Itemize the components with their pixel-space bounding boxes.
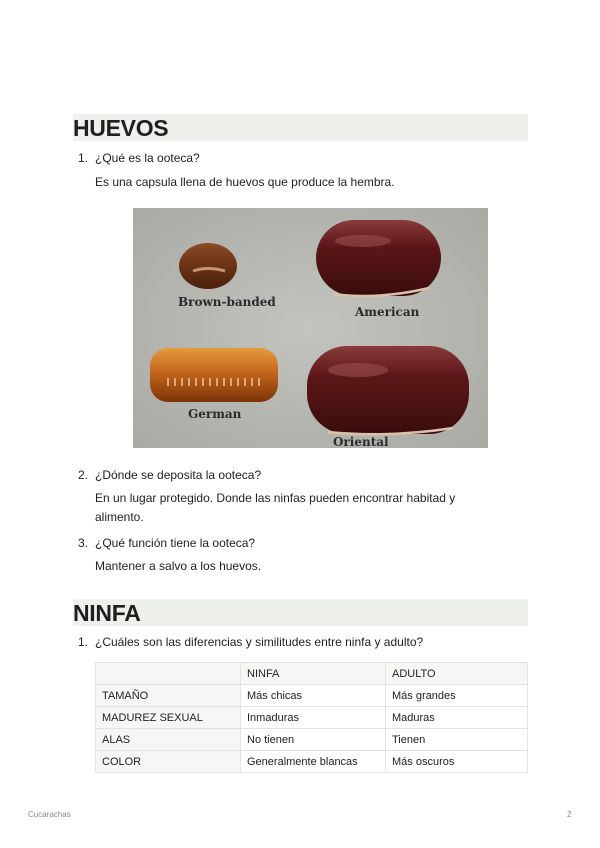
table-cell: No tienen [241,729,386,751]
label-brown-banded: Brown-banded [178,295,276,309]
table-cell: Generalmente blancas [241,751,386,773]
table-row [96,729,528,751]
question-number: 1. [78,635,89,649]
table-cell: ALAS [96,729,241,751]
brown-banded-ootheca [179,243,237,289]
german-ootheca [150,348,278,402]
answer-text: Es una capsula llena de huevos que produce la hembra. [95,175,395,189]
american-ootheca [316,220,441,296]
table-cell: MADUREZ SEXUAL [96,707,241,729]
question-item [78,467,261,483]
section-title: HUEVOS [73,115,169,141]
section-title: NINFA [73,600,141,626]
answer-text: En un lugar protegido. Donde las ninfas pueden encontrar habitad y alimento. [95,491,456,524]
section-heading-ninfa [73,599,528,626]
ootheca-illustration [133,208,488,448]
table-cell: Maduras [386,707,528,729]
table-cell: TAMAÑO [96,685,241,707]
table-row [96,751,528,773]
table-cell: Más oscuros [386,751,528,773]
question-number: 3. [78,536,89,550]
label-german: German [188,407,242,421]
table-cell: ADULTO [386,663,528,685]
table-cell: Más chicas [241,685,386,707]
comparison-table [95,662,528,773]
question-item [78,150,200,166]
table-cell: NINFA [241,663,386,685]
answer-text: Mantener a salvo a los huevos. [95,559,262,573]
ootheca-photo [133,208,488,448]
oriental-ootheca [307,346,469,434]
table-cell: Más grandes [386,685,528,707]
question-item [78,535,255,551]
question-item [78,634,423,650]
label-oriental: Oriental [333,435,389,448]
footer-document-title: Cucarachas [28,810,71,819]
question-text: ¿Qué es la ooteca? [95,151,200,165]
question-text: ¿Dónde se deposita la ooteca? [95,468,262,482]
table-row [96,685,528,707]
question-number: 2. [78,468,89,482]
question-text: ¿Cuáles son las diferencias y similitudes entre ninfa y adulto? [95,635,424,649]
table-header-row [96,663,528,685]
table-cell: Tienen [386,729,528,751]
footer-page-number: 2 [567,810,572,819]
table-cell: COLOR [96,751,241,773]
question-text: ¿Qué función tiene la ooteca? [95,536,256,550]
table-row [96,707,528,729]
table-cell: Inmaduras [241,707,386,729]
section-heading-huevos [73,114,528,141]
question-number: 1. [78,151,89,165]
label-american: American [355,305,420,319]
table-cell [96,663,241,685]
